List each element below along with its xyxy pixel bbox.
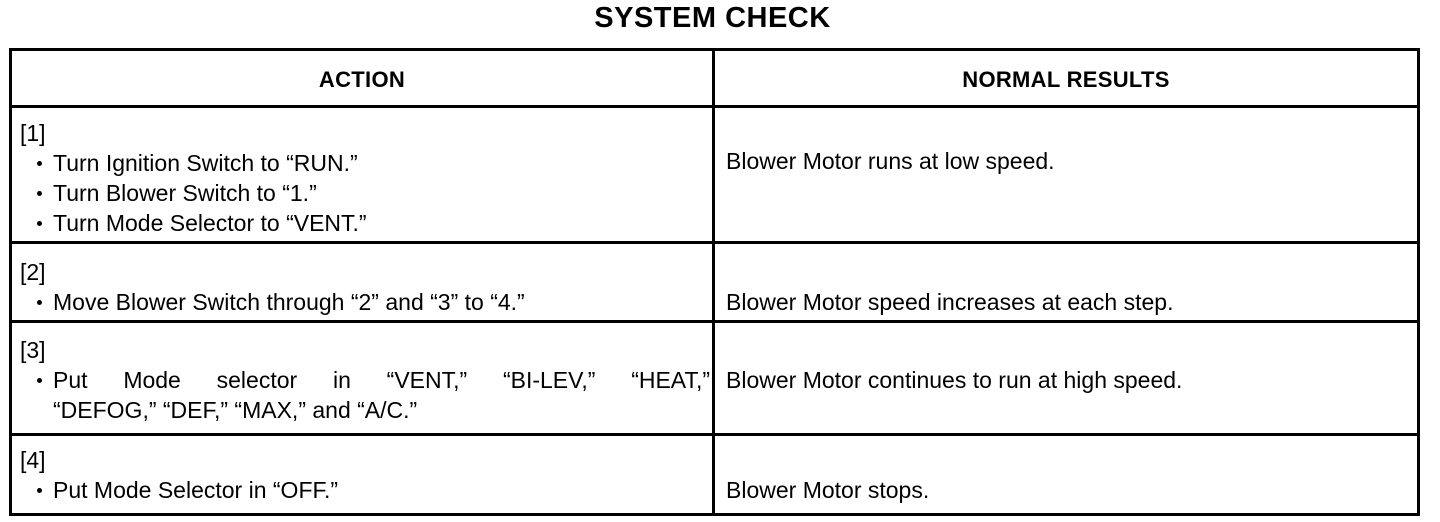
- bullet-icon: [37, 287, 53, 317]
- action-item: [20, 148, 710, 178]
- action-text: Move Blower Switch through “2” and “3” to “4.”: [53, 289, 525, 315]
- row-3-action: [20, 335, 710, 425]
- row-1-result: Blower Motor runs at low speed.: [726, 148, 1055, 174]
- bullet-icon: [37, 178, 53, 208]
- row-2-result: Blower Motor speed increases at each step.: [726, 289, 1174, 315]
- step-number: [3]: [20, 337, 46, 363]
- action-item-continuation: [20, 395, 710, 425]
- bullet-icon: [37, 208, 53, 238]
- row-4-result: Blower Motor stops.: [726, 477, 930, 503]
- action-item: [20, 287, 710, 317]
- row-divider: [12, 320, 1417, 323]
- row-2-action: [20, 257, 710, 317]
- step-number: [2]: [20, 259, 46, 285]
- action-item: [20, 208, 710, 238]
- row-3-result: Blower Motor continues to run at high speed.: [726, 367, 1183, 393]
- action-item: [20, 475, 710, 505]
- bullet-icon: [37, 365, 53, 395]
- action-text: Put Mode selector in “VENT,” “BI-LEV,” “HEAT,”: [53, 367, 710, 393]
- system-check-table: [9, 48, 1420, 516]
- row-divider: [12, 241, 1417, 244]
- action-text: Turn Mode Selector to “VENT.”: [53, 210, 367, 236]
- action-text: Turn Ignition Switch to “RUN.”: [53, 150, 358, 176]
- action-text: “DEFOG,” “DEF,” “MAX,” and “A/C.”: [53, 397, 418, 423]
- bullet-icon: [37, 148, 53, 178]
- row-4-action: [20, 445, 710, 505]
- row-1-action: [20, 118, 710, 238]
- bullet-icon: [37, 475, 53, 505]
- action-text: Turn Blower Switch to “1.”: [53, 180, 317, 206]
- page-title: SYSTEM CHECK: [594, 2, 831, 34]
- step-number: [4]: [20, 447, 46, 473]
- header-divider: [12, 105, 1417, 108]
- action-item: [20, 178, 710, 208]
- row-divider: [12, 433, 1417, 436]
- column-divider: [712, 51, 715, 513]
- step-number: [1]: [20, 120, 46, 146]
- action-item: [20, 365, 710, 395]
- action-text: Put Mode Selector in “OFF.”: [53, 477, 339, 503]
- header-action: ACTION: [318, 67, 406, 92]
- header-normal-results: NORMAL RESULTS: [962, 67, 1170, 92]
